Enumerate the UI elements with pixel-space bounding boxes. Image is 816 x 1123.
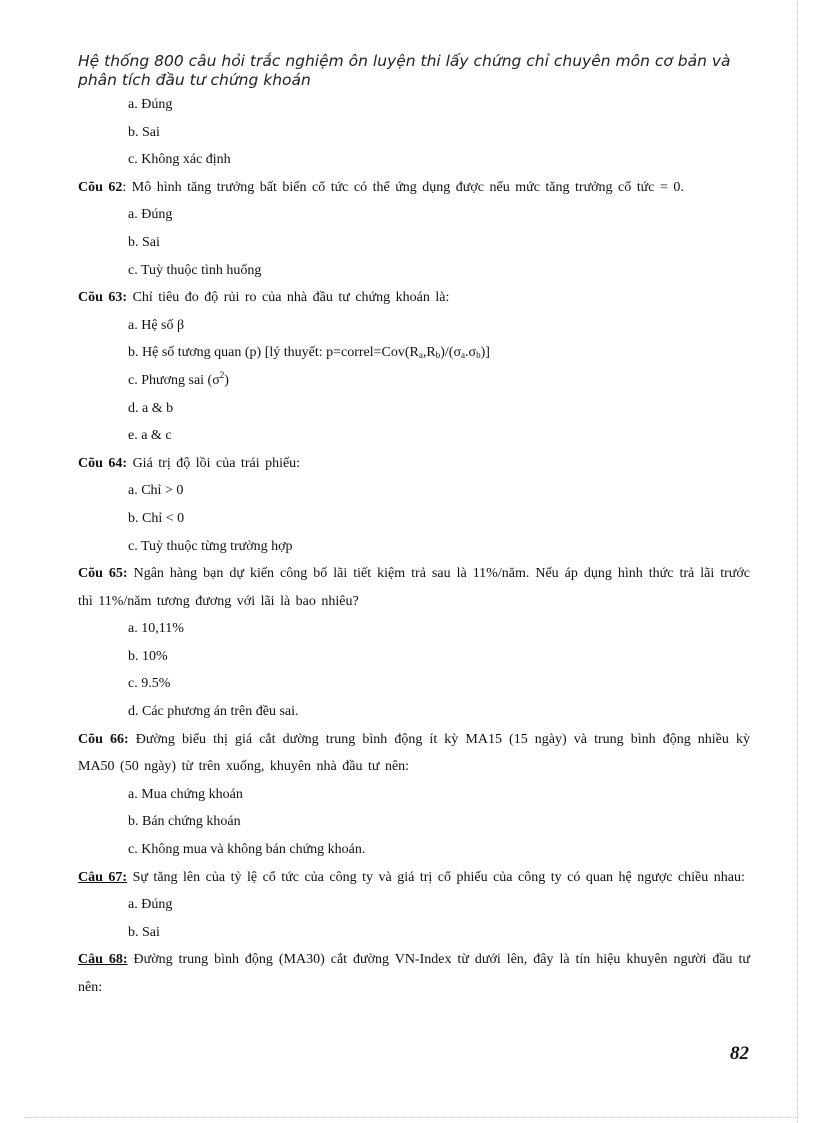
question-63 <box>78 284 750 312</box>
option-text: b. Hệ số tương quan (p) [lý thuyết: p=correl=Cov(R <box>128 345 419 361</box>
question-label: Cõu 64: <box>78 455 128 471</box>
subscript: b <box>476 350 481 361</box>
option: b. Sai <box>128 124 160 140</box>
option: b. Chỉ < 0 <box>128 510 185 526</box>
option: b. Bán chứng khoán <box>128 814 241 830</box>
option-text: ) <box>224 372 229 388</box>
superscript: 2 <box>219 369 225 380</box>
option: b. Sai <box>128 234 160 250</box>
question-text: Ngân hàng bạn dự kiến công bố lãi tiết kiệm trả sau là 11%/năm. Nếu áp dụng hình thức trả lãi trước thì 11%/năm tương đương với lãi là bao nhiêu? <box>78 566 751 609</box>
option-text: .σ <box>465 345 477 361</box>
option: b. Sai <box>128 924 160 940</box>
question-text: : Mô hình tăng trưởng bất biến cổ tức có thể ứng dụng được nếu mức tăng trưởng cổ tức = 0. <box>122 179 684 195</box>
page-right-border <box>796 0 798 1123</box>
option-text: c. Phương sai (σ <box>128 372 220 388</box>
option: a. 10,11% <box>128 621 184 637</box>
question-66 <box>78 726 750 781</box>
question-label: Câu 68: <box>78 952 128 968</box>
option-correlation <box>78 339 750 367</box>
option: b. 10% <box>128 648 168 664</box>
question-68 <box>78 946 750 1001</box>
option-variance <box>78 367 750 395</box>
question-label: Câu 67: <box>78 869 128 885</box>
option: a. Đúng <box>128 897 173 913</box>
page-header: Hệ thống 800 câu hỏi trắc nghiệm ôn luyện thi lấy chứng chỉ chuyên môn cơ bản và phân tích đầu tư chứng khoán <box>78 52 731 89</box>
option: e. a & c <box>128 428 172 444</box>
question-text: Giá trị độ lồi của trái phiếu: <box>127 455 301 471</box>
subscript: a <box>461 350 466 361</box>
option: a. Mua chứng khoán <box>128 786 243 802</box>
option: d. Các phương án trên đều sai. <box>128 704 299 720</box>
option: c. Không xác định <box>128 152 231 168</box>
option-text: )/(σ <box>440 345 462 361</box>
question-62 <box>78 174 750 202</box>
option: c. 9.5% <box>128 676 171 692</box>
option: a. Chỉ > 0 <box>128 483 184 499</box>
question-label: Cõu 65: <box>78 566 128 582</box>
question-67 <box>78 864 750 892</box>
option-text: ,R <box>422 345 436 361</box>
question-label: Cõu 62 <box>78 179 123 195</box>
option: a. Đúng <box>128 97 173 112</box>
question-text: Đường trung bình động (MA30) cắt đường VN-Index từ dưới lên, đây là tín hiệu khuyên người đầu tư nên: <box>78 952 750 995</box>
question-64 <box>78 450 750 478</box>
option-text: )] <box>480 345 490 361</box>
option: c. Tuỳ thuộc từng trường hợp <box>128 538 293 554</box>
page-number: 82 <box>730 1043 749 1064</box>
page-content <box>78 91 750 1002</box>
subscript: a <box>418 350 423 361</box>
page-bottom-border <box>24 1117 798 1118</box>
option: d. a & b <box>128 400 174 416</box>
subscript: b <box>435 350 441 361</box>
option: c. Tuỳ thuộc tình huống <box>128 262 262 278</box>
question-label: Cõu 63: <box>78 290 128 306</box>
option: a. Đúng <box>128 207 173 223</box>
question-65 <box>78 560 750 615</box>
question-text: Chỉ tiêu đo độ rủi ro của nhà đầu tư chứng khoán là: <box>127 290 450 306</box>
question-label: Cõu 66: <box>78 731 129 747</box>
option: c. Không mua và không bán chứng khoán. <box>128 842 366 858</box>
question-text: Đường biểu thị giá cắt dường trung bình động ít kỳ MA15 (15 ngày) và trung bình động nhiều kỳ MA50 (50 ngày) từ trên xuống, khuyên nhà đầu tư nên: <box>78 731 750 775</box>
option: a. Hệ số β <box>128 317 185 333</box>
question-text: Sự tăng lên của tỷ lệ cổ tức của công ty và giá trị cổ phiếu của công ty có quan hệ ngược chiều nhau: <box>127 869 745 885</box>
